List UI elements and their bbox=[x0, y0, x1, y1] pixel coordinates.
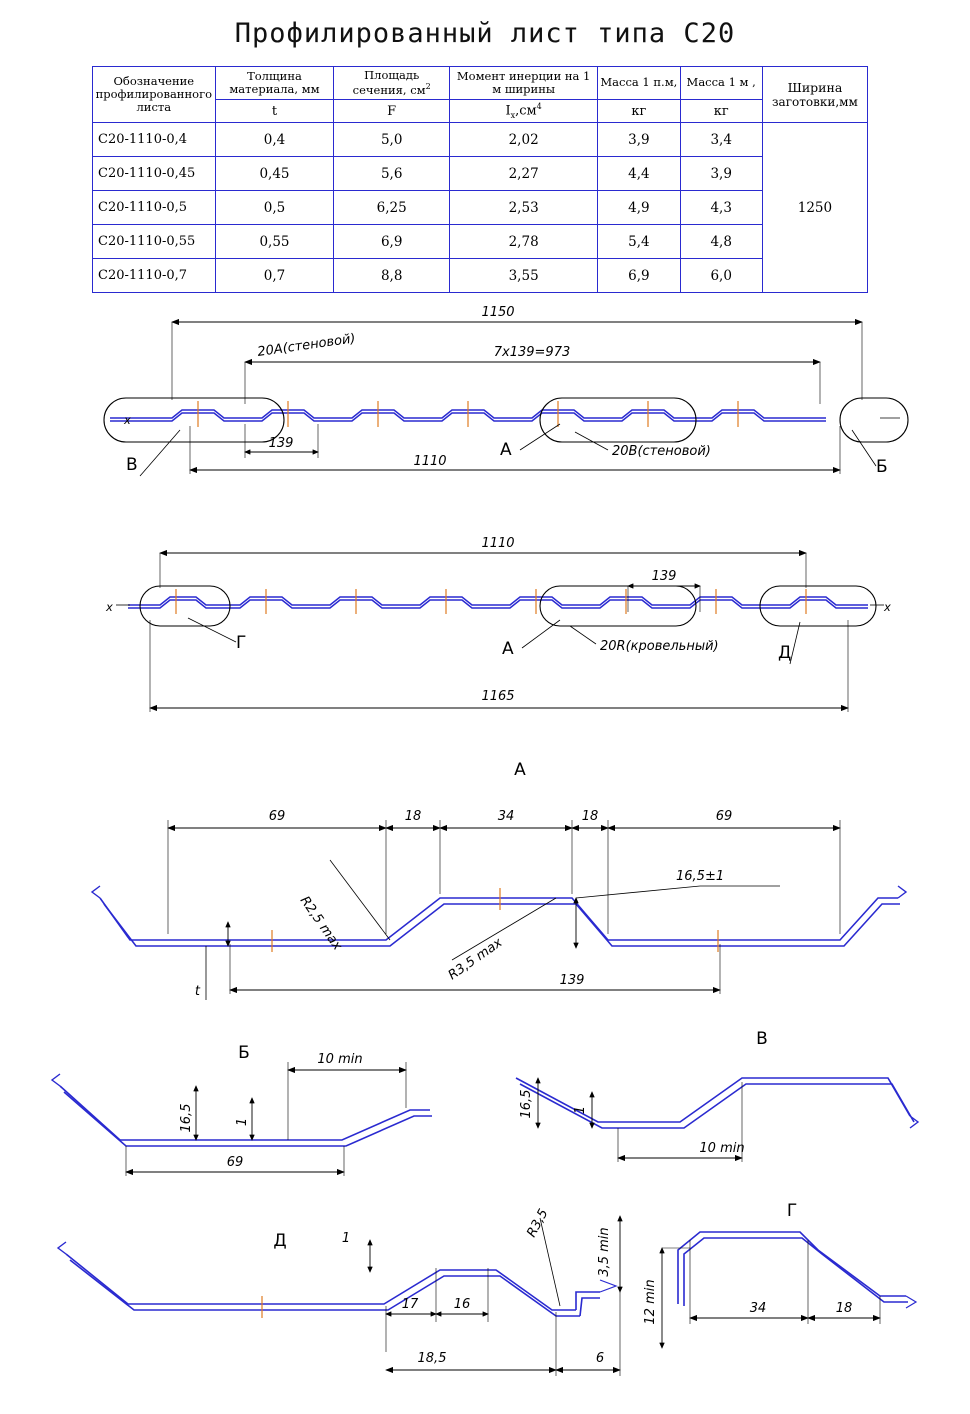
dim-d-35min: 3,5 min bbox=[597, 1227, 612, 1277]
detail-v-title: В bbox=[756, 1029, 768, 1049]
dim-b-165: 16,5 bbox=[179, 1103, 194, 1133]
dim-a-69-right: 69 bbox=[715, 809, 733, 824]
detail-d bbox=[58, 1207, 620, 1376]
cell-name: С20-1110-0,5 bbox=[93, 191, 216, 225]
cell-mass-pm: 4,4 bbox=[598, 157, 680, 191]
dim-a-18-left: 18 bbox=[404, 809, 422, 824]
view-roof-profile bbox=[105, 536, 891, 712]
cell-ix: 2,02 bbox=[450, 123, 598, 157]
th-f: F bbox=[334, 100, 450, 123]
cell-ix: 3,55 bbox=[450, 259, 598, 293]
cell-f: 5,0 bbox=[334, 123, 450, 157]
cell-mass-pm: 3,9 bbox=[598, 123, 680, 157]
detail-d-title: Д bbox=[273, 1231, 287, 1251]
view-wall-profile bbox=[104, 305, 908, 477]
dim-d-r35: R3,5 bbox=[524, 1206, 552, 1240]
th-kg-1: кг bbox=[598, 100, 680, 123]
dim-g-34: 34 bbox=[749, 1301, 767, 1316]
dim-working-1110: 1110 bbox=[413, 454, 447, 469]
detail-g-title: Г bbox=[786, 1201, 798, 1221]
cell-t: 0,4 bbox=[215, 123, 334, 157]
label-detail-b: Б bbox=[876, 457, 888, 477]
cell-t: 0,7 bbox=[215, 259, 334, 293]
detail-a-title: А bbox=[514, 760, 526, 780]
label-detail-d: Д bbox=[778, 643, 792, 663]
dim-d-185: 18,5 bbox=[417, 1351, 447, 1366]
dim-v-165: 16,5 bbox=[519, 1089, 534, 1119]
dim-a-34: 34 bbox=[497, 809, 515, 824]
dim-b-69: 69 bbox=[226, 1155, 244, 1170]
cell-ix: 2,27 bbox=[450, 157, 598, 191]
cell-name: С20-1110-0,4 bbox=[93, 123, 216, 157]
dim-roof-pitch-139: 139 bbox=[651, 569, 677, 584]
page-title: Профилированный лист типа С20 bbox=[234, 18, 736, 49]
cell-t: 0,5 bbox=[215, 191, 334, 225]
th-t: t bbox=[215, 100, 334, 123]
dim-a-69-left: 69 bbox=[268, 809, 286, 824]
cell-mass-pm: 4,9 bbox=[598, 191, 680, 225]
dim-d-6: 6 bbox=[595, 1351, 605, 1366]
th-mass-m2: Масса 1 м , bbox=[680, 67, 762, 100]
dim-d-1: 1 bbox=[341, 1231, 351, 1246]
cell-mass-m2: 3,4 bbox=[680, 123, 762, 157]
dim-a-18-right: 18 bbox=[581, 809, 599, 824]
cell-mass-m2: 4,8 bbox=[680, 225, 762, 259]
cell-mass-m2: 3,9 bbox=[680, 157, 762, 191]
dim-roof-working-1110: 1110 bbox=[481, 536, 515, 551]
cell-t: 0,45 bbox=[215, 157, 334, 191]
dim-d-17: 17 bbox=[401, 1297, 419, 1312]
detail-g-block bbox=[643, 1201, 916, 1348]
axis-mark-x-left: х bbox=[106, 600, 113, 614]
dim-v-10min: 10 min bbox=[699, 1141, 745, 1156]
axis-mark-x: х bbox=[124, 413, 131, 427]
th-mass-pm: Масса 1 п.м, bbox=[598, 67, 680, 100]
dim-a-r35: R3,5 max bbox=[445, 935, 506, 984]
detail-a bbox=[92, 760, 906, 1000]
detail-v bbox=[516, 1029, 918, 1162]
cell-f: 6,9 bbox=[334, 225, 450, 259]
label-detail-a: А bbox=[500, 440, 512, 460]
cell-ix: 2,53 bbox=[450, 191, 598, 225]
note-20r-roof: 20R(кровельный) bbox=[600, 639, 719, 654]
label-detail-v: В bbox=[126, 455, 138, 475]
dim-v-1: 1 bbox=[573, 1105, 588, 1115]
th-thickness: Толщина материала, мм bbox=[215, 67, 334, 100]
dim-pitch-139: 139 bbox=[268, 436, 294, 451]
dim-a-r25: R2,5 max bbox=[296, 893, 345, 954]
dim-d-16: 16 bbox=[453, 1297, 471, 1312]
detail-b bbox=[52, 1043, 432, 1176]
dim-g-18: 18 bbox=[835, 1301, 853, 1316]
cell-t: 0,55 bbox=[215, 225, 334, 259]
cell-blank-width: 1250 bbox=[762, 123, 867, 293]
cell-f: 8,8 bbox=[334, 259, 450, 293]
th-ix: $I_x,см^4$ bbox=[450, 100, 598, 123]
cell-name: С20-1110-0,55 bbox=[93, 225, 216, 259]
dim-b-10min: 10 min bbox=[317, 1052, 363, 1067]
dim-a-pitch-139: 139 bbox=[559, 973, 585, 988]
dim-b-1: 1 bbox=[235, 1117, 250, 1127]
cell-mass-m2: 4,3 bbox=[680, 191, 762, 225]
dim-pitch-group: 7x139=973 bbox=[493, 345, 571, 360]
label-detail-g: Г bbox=[236, 633, 247, 653]
label-detail-a2: А bbox=[502, 639, 514, 659]
th-inertia: Момент инерции на 1 м ширины bbox=[450, 67, 598, 100]
cell-mass-pm: 5,4 bbox=[598, 225, 680, 259]
axis-mark-x-right: х bbox=[884, 600, 891, 614]
th-blank-width: Ширина заготовки,мм bbox=[762, 67, 867, 123]
dim-a-thickness: t bbox=[194, 984, 200, 999]
note-20v-wall: 20В(стеновой) bbox=[612, 444, 711, 459]
cell-mass-pm: 6,9 bbox=[598, 259, 680, 293]
th-kg-2: кг bbox=[680, 100, 762, 123]
cell-ix: 2,78 bbox=[450, 225, 598, 259]
th-designation: Обозначение профилированного листа bbox=[93, 67, 216, 123]
cell-f: 5,6 bbox=[334, 157, 450, 191]
cell-f: 6,25 bbox=[334, 191, 450, 225]
cell-name: С20-1110-0,45 bbox=[93, 157, 216, 191]
detail-b-title: Б bbox=[238, 1043, 250, 1063]
cell-mass-m2: 6,0 bbox=[680, 259, 762, 293]
dim-overall-1150: 1150 bbox=[481, 305, 515, 320]
note-20a-floor: 20А(стеновой) bbox=[256, 331, 357, 360]
cell-name: С20-1110-0,7 bbox=[93, 259, 216, 293]
dim-a-height: 16,5±1 bbox=[676, 869, 725, 884]
dim-g-12min: 12 min bbox=[643, 1279, 658, 1325]
th-area: Площадь сечения, $см^2$ bbox=[334, 67, 450, 100]
dim-roof-overall-1165: 1165 bbox=[481, 689, 515, 704]
